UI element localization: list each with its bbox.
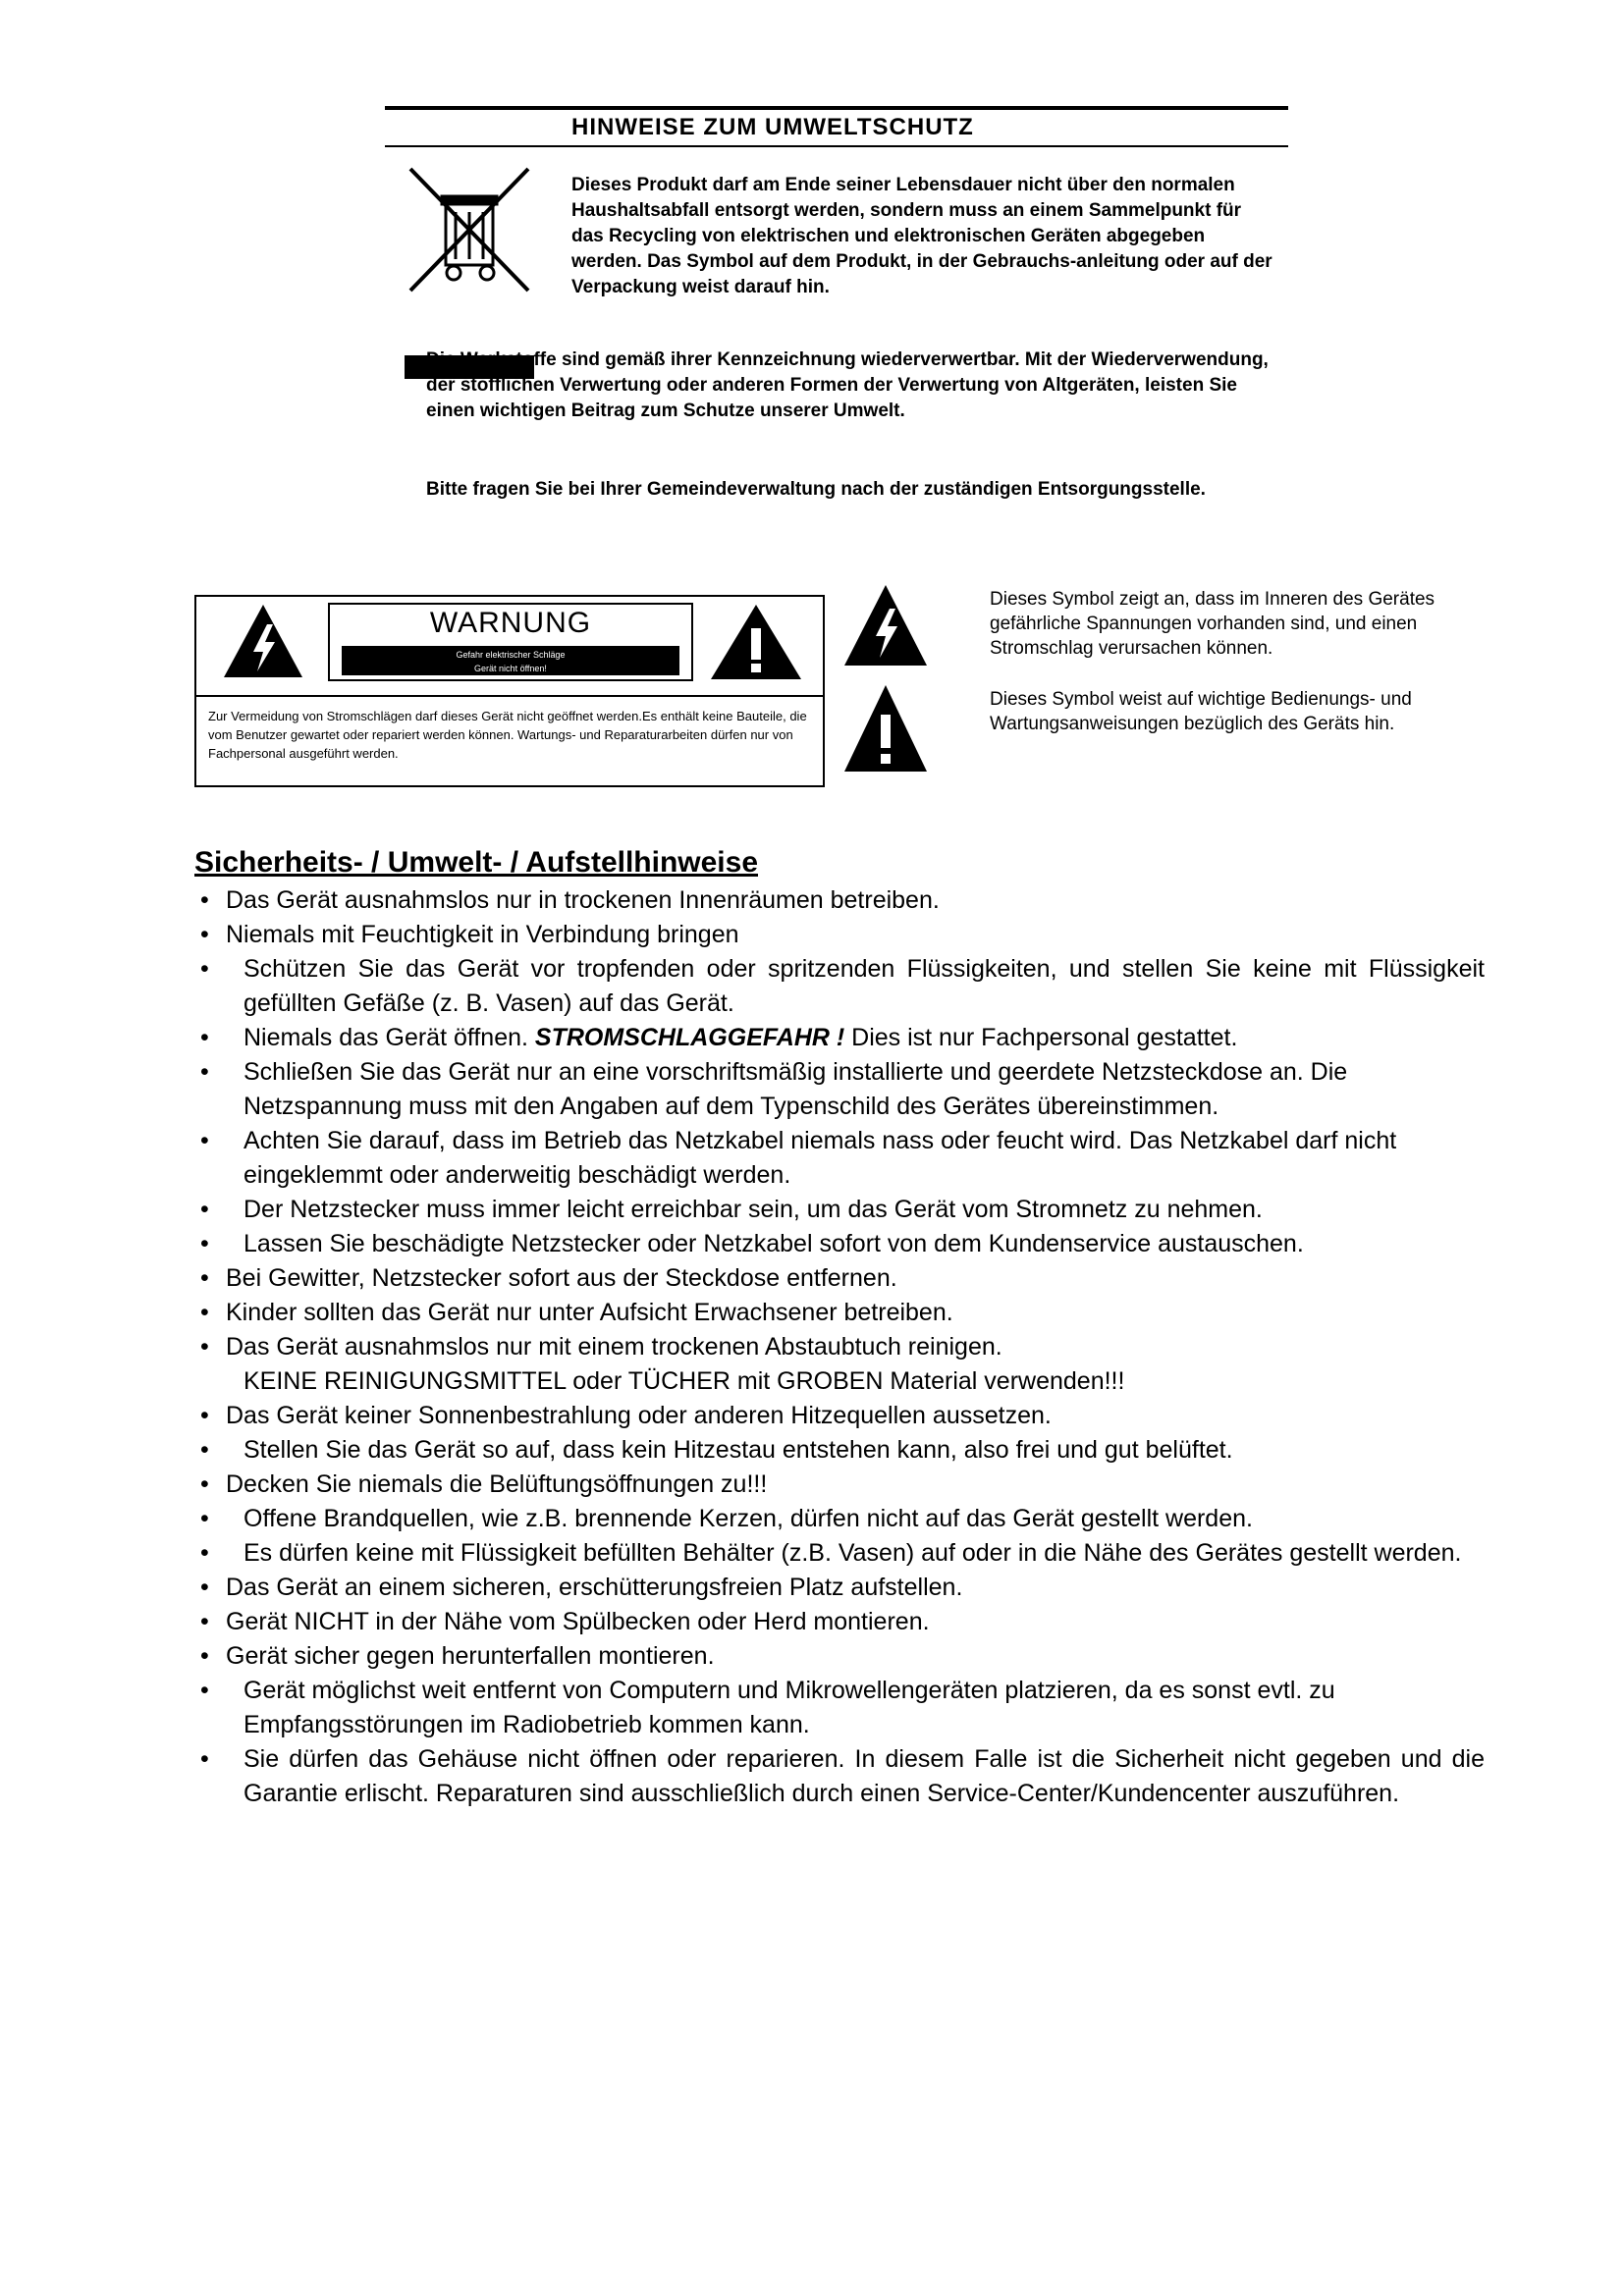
item-text: Decken Sie niemals die Belüftungsöffnungen zu!!! [226,1470,768,1498]
warning-subtitle-1: Gefahr elektrischer Schläge [456,650,566,660]
item-text-before: Niemals das Gerät öffnen. [244,1024,535,1051]
lightning-symbol-text: Dieses Symbol zeigt an, dass im Inneren des Gerätes gefährliche Spannungen vorhanden sind, und einen Stromschlag verursachen können. [990,589,1435,659]
list-item [194,918,1485,952]
list-item [194,1433,1485,1468]
bullet: • [200,1642,209,1670]
item-text: Achten Sie darauf, dass im Betrieb das Netzkabel niemals nass oder feucht wird. Das Netzkabel darf nicht eingeklemmt oder anderweitig beschädigt werden. [244,1127,1397,1189]
lightning-warning-icon [222,603,304,679]
list-item [194,1399,1485,1433]
bullet: • [200,1677,209,1704]
list-item [194,1193,1485,1227]
item-text: Es dürfen keine mit Flüssigkeit befüllten Behälter (z.B. Vasen) auf oder in die Nähe des Gerätes gestellt werden. [244,1539,1462,1567]
top-rule [385,106,1288,110]
bullet: • [200,1745,209,1773]
item-text: Gerät sicher gegen herunterfallen montieren. [226,1642,715,1670]
item-text-line2: KEINE REINIGUNGSMITTEL oder TÜCHER mit GROBEN Material verwenden!!! [244,1367,1125,1395]
exclamation-symbol-icon [842,683,929,774]
safety-title: Sicherheits- / Umwelt- / Aufstellhinweise [194,846,759,879]
item-text: Kinder sollten das Gerät nur unter Aufsicht Erwachsener betreiben. [226,1299,953,1326]
safety-list [194,883,1485,1811]
list-item [194,1571,1485,1605]
item-text: Gerät NICHT in der Nähe vom Spülbecken oder Herd montieren. [226,1608,930,1635]
item-text: Der Netzstecker muss immer leicht erreichbar sein, um das Gerät vom Stromnetz zu nehmen. [244,1196,1263,1223]
list-item [194,1502,1485,1536]
list-item [194,1124,1485,1193]
environment-paragraph-2: Die Werkstoffe sind gemäß ihrer Kennzeichnung wiederverwertbar. Mit der Wiederverwendung, der stofflichen Verwertung oder anderen Formen der Verwertung von Altgeräten, leisten Sie einen wichtigen Beitrag zum Schutze unserer Umwelt. [426,349,1269,421]
item-text: Das Gerät an einem sicheren, erschütterungsfreien Platz aufstellen. [226,1574,963,1601]
bullet: • [200,1333,209,1361]
bullet: • [200,1402,209,1429]
list-item [194,1330,1485,1399]
bullet: • [200,1024,209,1051]
item-text: Schließen Sie das Gerät nur an eine vorschriftsmäßig installierte und geerdete Netzsteckdose an. Die Netzspannung muss mit den Angaben auf dem Typenschild des Gerätes übereinstimmen. [244,1058,1348,1120]
bullet: • [200,1196,209,1223]
warning-text: Zur Vermeidung von Stromschlägen darf dieses Gerät nicht geöffnet werden.Es enthält keine Bauteile, die vom Benutzer gewartet oder repariert werden können. Wartungs- und Reparaturarbeiten dürfen nur von Fachpersonal ausgeführt werden. [208,709,807,761]
item-text: Lassen Sie beschädigte Netzstecker oder Netzkabel sofort von dem Kundenservice austauschen. [244,1230,1304,1257]
environment-paragraph-3: Bitte fragen Sie bei Ihrer Gemeindeverwaltung nach der zuständigen Entsorgungsstelle. [426,479,1206,500]
item-text: Gerät möglichst weit entfernt von Computern und Mikrowellengeräten platzieren, da es sonst evtl. zu Empfangsstörungen im Radiobetrieb kommen kann. [244,1677,1335,1738]
list-item [194,1536,1485,1571]
list-item [194,1227,1485,1261]
shock-hazard-emphasis: STROMSCHLAGGEFAHR ! [534,1024,845,1051]
bullet: • [200,886,209,914]
item-text: Schützen Sie das Gerät vor tropfenden oder spritzenden Flüssigkeiten, und stellen Sie keine mit Flüssigkeit gefüllten Gefäße (z. B. Vasen) auf das Gerät. [244,955,1485,1017]
list-item [194,883,1485,918]
item-text: Das Gerät ausnahmslos nur mit einem trockenen Abstaubtuch reinigen. [226,1333,1002,1361]
warning-box [194,595,825,787]
bullet: • [200,1539,209,1567]
lightning-symbol-icon [842,583,929,667]
bullet: • [200,1230,209,1257]
exclamation-symbol-text: Dieses Symbol weist auf wichtige Bedienungs- und Wartungsanweisungen bezüglich des Geräts hin. [990,689,1412,734]
warning-divider [196,695,823,697]
bullet: • [200,1505,209,1532]
item-text-after: Dies ist nur Fachpersonal gestattet. [844,1024,1238,1051]
environment-title: HINWEISE ZUM UMWELTSCHUTZ [571,114,974,140]
list-item [194,1639,1485,1674]
item-text: Sie dürfen das Gehäuse nicht öffnen oder reparieren. In diesem Falle ist die Sicherheit nicht gegeben und die Garantie erlischt. Reparaturen sind ausschließlich durch einen Service-Center/Kundencenter auszuführen. [244,1745,1485,1807]
list-item [194,1674,1485,1742]
item-text: Bei Gewitter, Netzstecker sofort aus der Steckdose entfernen. [226,1264,897,1292]
bullet: • [200,921,209,948]
list-item [194,1742,1485,1811]
bullet: • [200,1127,209,1154]
list-item [194,1021,1485,1055]
list-item [194,1261,1485,1296]
list-item [194,952,1485,1021]
item-text: Niemals mit Feuchtigkeit in Verbindung bringen [226,921,739,948]
list-item [194,1296,1485,1330]
exclamation-warning-icon [709,603,803,681]
list-item [194,1605,1485,1639]
bullet: • [200,1608,209,1635]
list-item [194,1468,1485,1502]
item-text: Offene Brandquellen, wie z.B. brennende Kerzen, dürfen nicht auf das Gerät gestellt werden. [244,1505,1253,1532]
bullet: • [200,1470,209,1498]
bullet: • [200,1574,209,1601]
warning-title-frame [328,603,693,681]
warning-subtitle-2: Gerät nicht öffnen! [474,664,547,673]
item-text: Das Gerät keiner Sonnenbestrahlung oder anderen Hitzequellen aussetzen. [226,1402,1052,1429]
title-rule [385,145,1288,147]
item-text: Stellen Sie das Gerät so auf, dass kein Hitzestau entstehen kann, also frei und gut belüftet. [244,1436,1233,1464]
bullet: • [200,1264,209,1292]
bullet: • [200,1436,209,1464]
environment-paragraph-1: Dieses Produkt darf am Ende seiner Lebensdauer nicht über den normalen Haushaltsabfall entsorgt werden, sondern muss an einem Sammelpunkt für das Recycling von elektrischen und elektronischen Geräten abgegeben werden. Das Symbol auf dem Produkt, in der Gebrauchs-anleitung oder auf der Verpackung weist darauf hin. [571,175,1272,297]
bullet: • [200,1299,209,1326]
warning-subtitle-band [342,646,679,675]
list-item [194,1055,1485,1124]
warning-title: WARNUNG [429,607,592,639]
bullet: • [200,955,209,983]
item-text: Das Gerät ausnahmslos nur in trockenen Innenräumen betreiben. [226,886,940,914]
bullet: • [200,1058,209,1086]
